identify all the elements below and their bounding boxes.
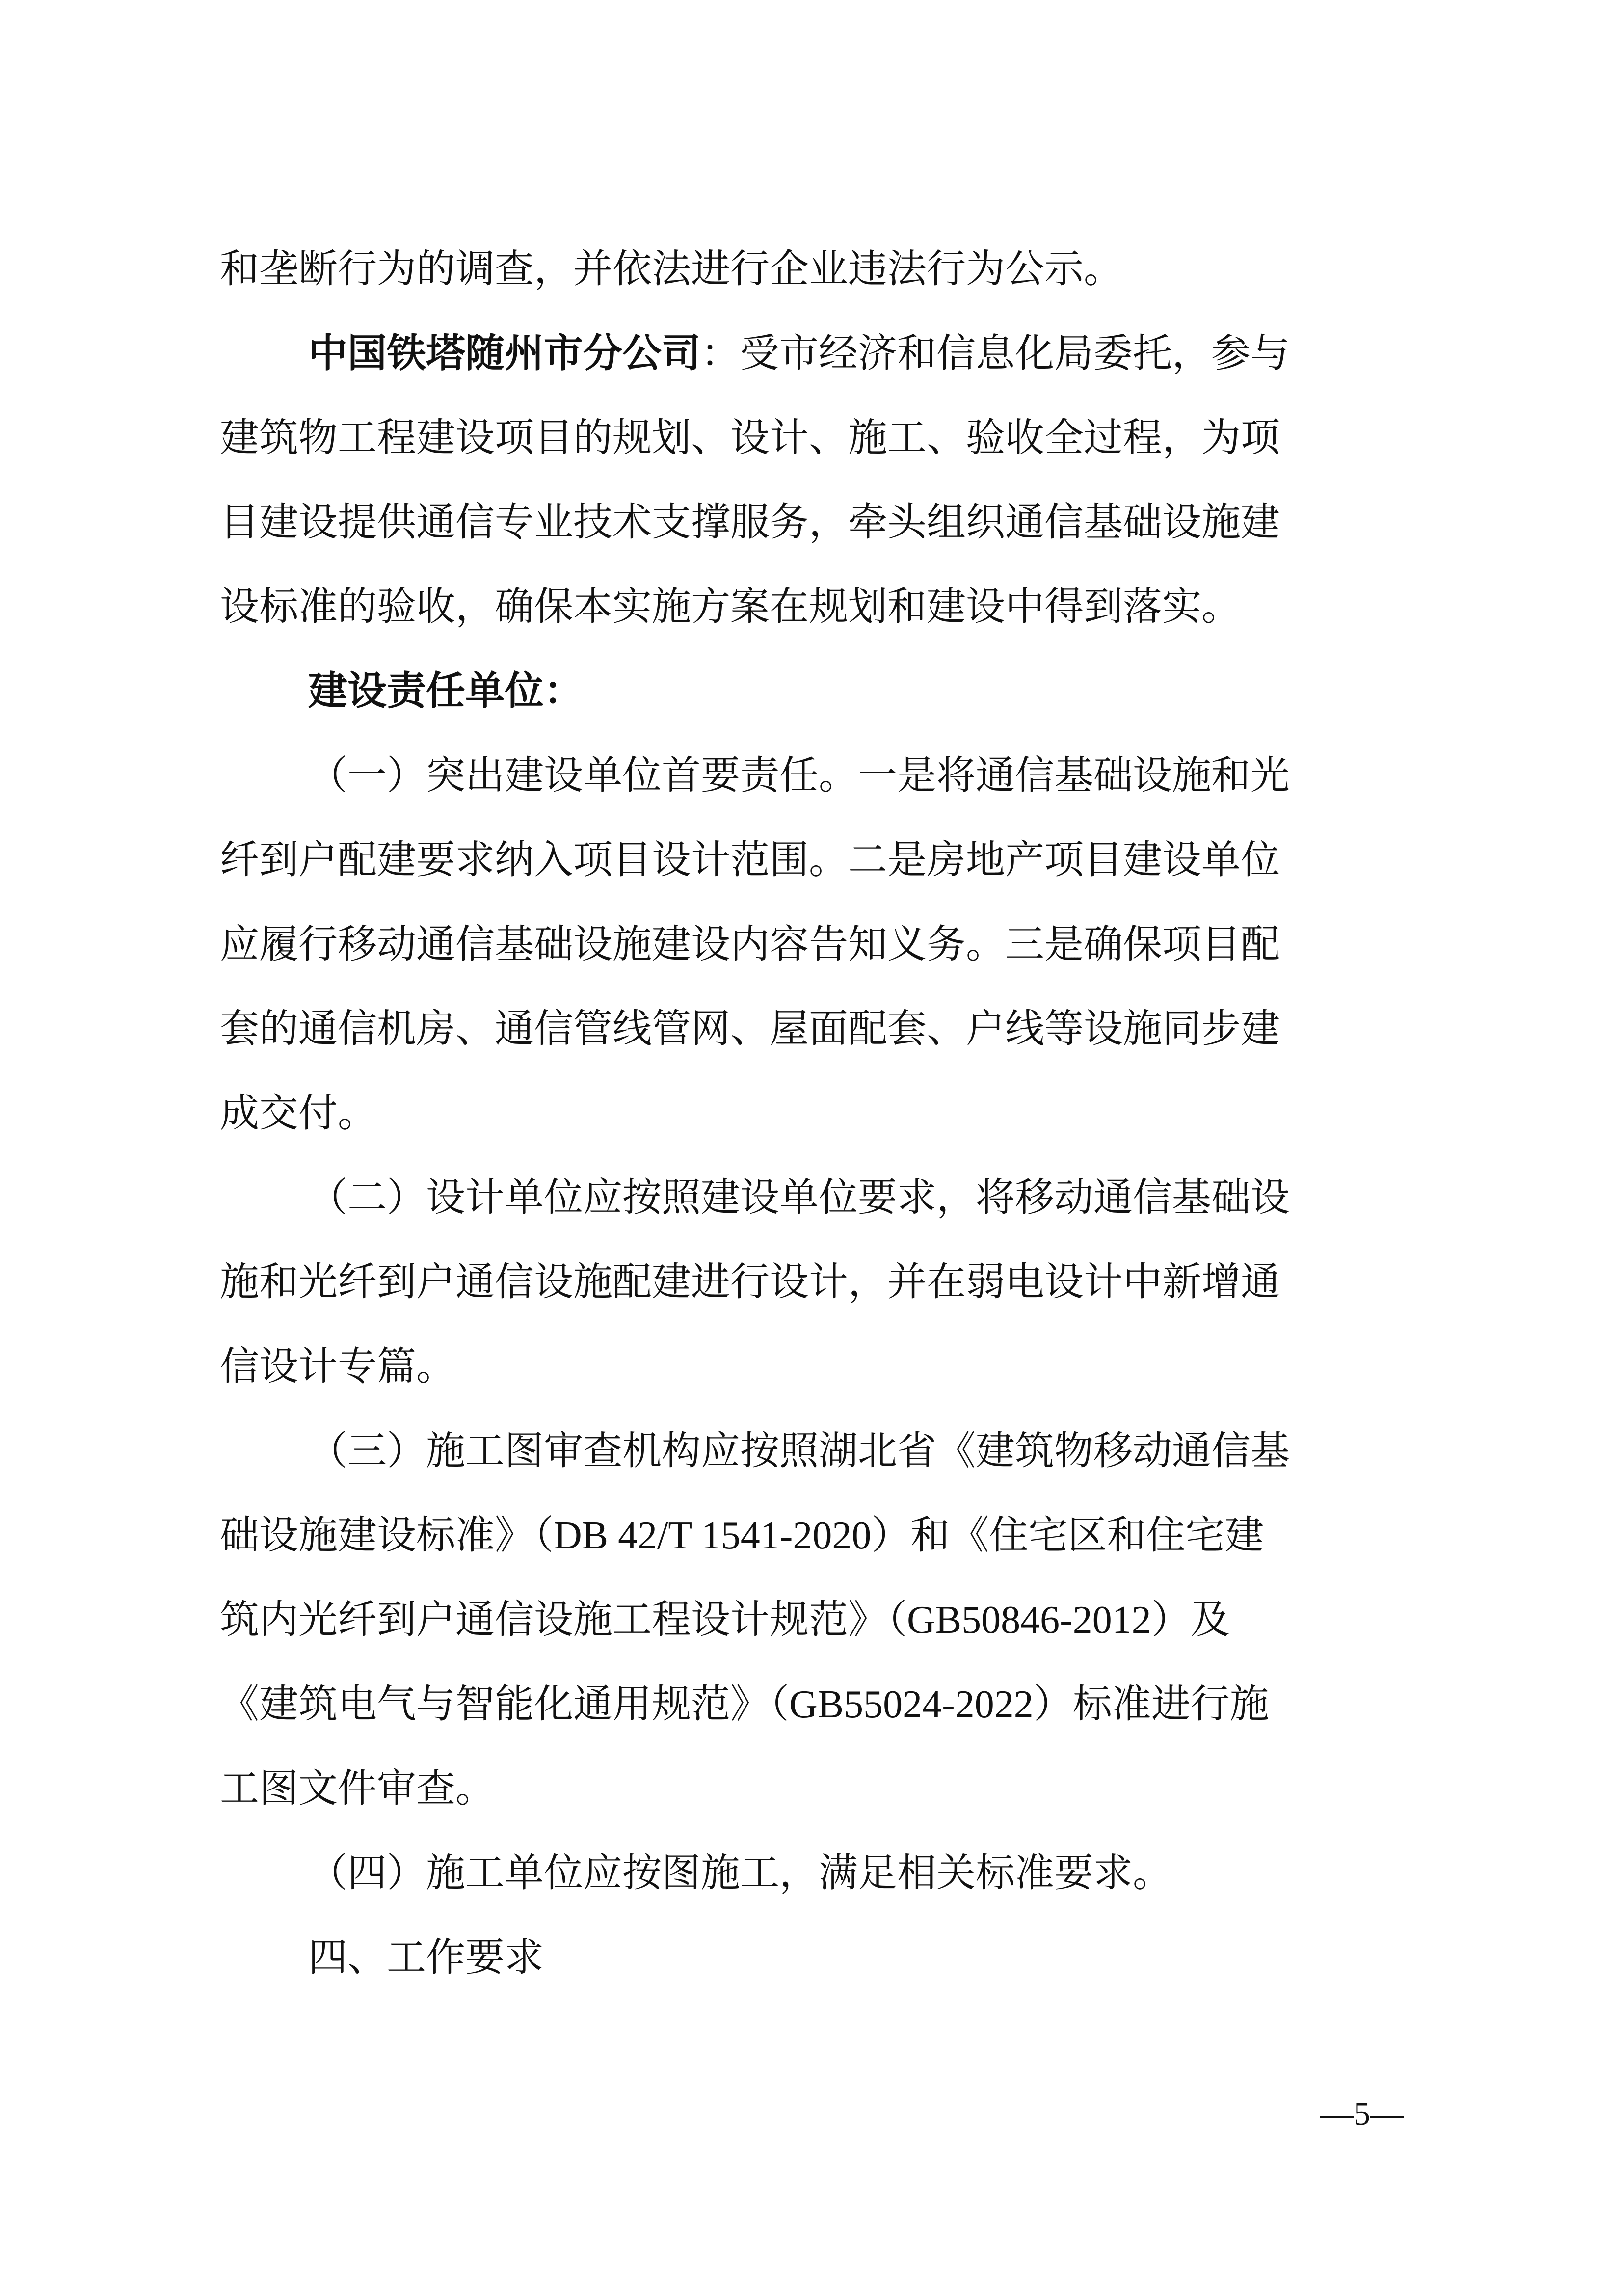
page-number: —5— <box>1320 2095 1404 2132</box>
paragraph-line <box>220 413 1280 462</box>
text-run: 工图文件审查。 <box>220 1765 495 1811</box>
paragraph-line <box>220 244 1123 294</box>
text-run: （四）施工单位应按图施工，满足相关标准要求。 <box>308 1850 1172 1896</box>
paragraph-line <box>220 1680 1269 1729</box>
text-run: 建筑物工程建设项目的规划、设计、施工、验收全过程，为项 <box>220 415 1280 460</box>
text-run: 《建筑电气与智能化通用规范》（ <box>220 1681 789 1727</box>
text-run: ）标准进行施 <box>1033 1681 1269 1727</box>
text-run: 础设施建设标准》（ <box>220 1512 554 1558</box>
paragraph-line <box>220 498 1280 547</box>
text-run: ：受市经济和信息化局委托，参与 <box>701 330 1290 376</box>
paragraph-line <box>220 1511 1264 1560</box>
text-run: 信设计专篇。 <box>220 1343 455 1389</box>
paragraph-line <box>220 582 1241 631</box>
text-run: 施和光纤到户通信设施配建进行设计，并在弱电设计中新增通 <box>220 1259 1280 1305</box>
paragraph-line <box>308 329 1290 378</box>
text-run: 设标准的验收，确保本实施方案在规划和建设中得到落实。 <box>220 584 1241 629</box>
text-run: 筑内光纤到户通信设施工程设计规范》（ <box>220 1597 907 1642</box>
bold-heading-tower-company: 中国铁塔随州市分公司 <box>308 330 701 376</box>
paragraph-line <box>220 835 1280 884</box>
text-run: 成交付。 <box>220 1090 377 1136</box>
standard-code: GB55024-2022 <box>789 1683 1034 1726</box>
paragraph-line <box>220 1342 455 1391</box>
text-run: ）和《住宅区和住宅建 <box>871 1512 1264 1558</box>
text-run: （一）突出建设单位首要责任。一是将通信基础设施和光 <box>308 752 1290 798</box>
text-run: 纤到户配建要求纳入项目设计范围。二是房地产项目建设单位 <box>220 837 1280 882</box>
text-run: 应履行移动通信基础设施建设内容告知义务。三是确保项目配 <box>220 921 1280 967</box>
standard-code: DB 42/T 1541-2020 <box>554 1514 872 1557</box>
text-run: 四、工作要求 <box>308 1934 544 1980</box>
standard-code: GB50846-2012 <box>907 1599 1151 1642</box>
paragraph-line <box>220 920 1280 969</box>
paragraph-line <box>220 1089 377 1138</box>
paragraph-line <box>220 1764 495 1813</box>
text-run: （二）设计单位应按照建设单位要求，将移动通信基础设 <box>308 1175 1290 1220</box>
text-run: ）及 <box>1151 1597 1230 1642</box>
text-run: 建设责任单位： <box>308 668 583 714</box>
text-run: 套的通信机房、通信管线管网、屋面配套、户线等设施同步建 <box>220 1006 1280 1051</box>
text-run: （三）施工图审查机构应按照湖北省《建筑物移动通信基 <box>308 1428 1290 1473</box>
section-heading-responsible-units <box>308 667 583 716</box>
text-run: 目建设提供通信专业技术支撑服务，牵头组织通信基础设施建 <box>220 499 1280 545</box>
text-run: 和垄断行为的调查，并依法进行企业违法行为公示。 <box>220 246 1123 292</box>
paragraph-line <box>220 1257 1280 1307</box>
paragraph-line <box>308 1848 1172 1897</box>
section-heading-work-requirements <box>308 1933 544 1982</box>
paragraph-line <box>220 1004 1280 1053</box>
paragraph-line <box>308 1173 1290 1222</box>
paragraph-line <box>220 1595 1230 1645</box>
paragraph-line <box>308 751 1290 800</box>
paragraph-line <box>308 1426 1290 1475</box>
